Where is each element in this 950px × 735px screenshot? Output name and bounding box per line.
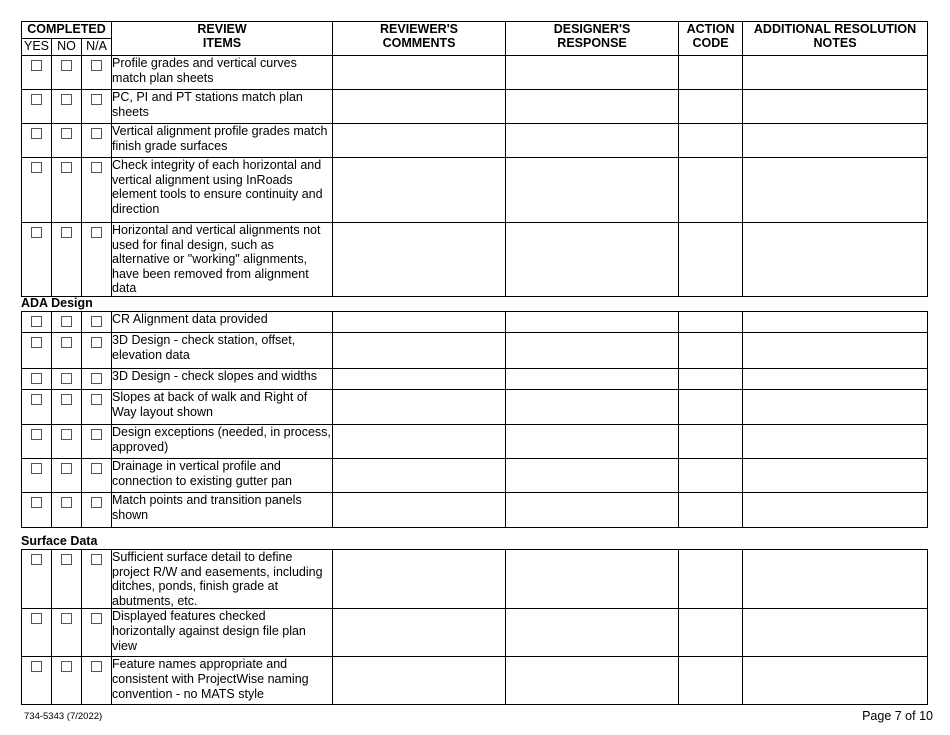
na-checkbox[interactable] bbox=[91, 316, 102, 327]
additional-notes-header: ADDITIONAL RESOLUTION NOTES bbox=[743, 22, 928, 56]
table-row bbox=[22, 333, 928, 369]
na-cell bbox=[82, 312, 112, 333]
yes-checkbox[interactable] bbox=[31, 227, 42, 238]
na-checkbox[interactable] bbox=[91, 429, 102, 440]
reviewers-comments-cell[interactable] bbox=[333, 90, 506, 124]
no-cell bbox=[52, 369, 82, 390]
additional-notes-cell[interactable] bbox=[743, 158, 928, 223]
no-cell bbox=[52, 390, 82, 425]
review-item-text: Slopes at back of walk and Right of Way layout shown bbox=[112, 390, 333, 425]
no-cell bbox=[52, 333, 82, 369]
additional-notes-cell[interactable] bbox=[743, 657, 928, 705]
action-code-cell[interactable] bbox=[679, 550, 743, 609]
additional-notes-cell[interactable] bbox=[743, 312, 928, 333]
na-checkbox[interactable] bbox=[91, 128, 102, 139]
yes-cell bbox=[22, 223, 52, 297]
table-row bbox=[22, 369, 928, 390]
form-number: 734-5343 (7/2022) bbox=[24, 711, 103, 722]
reviewers-comments-cell[interactable] bbox=[333, 312, 506, 333]
designers-response-cell[interactable] bbox=[506, 124, 679, 158]
no-checkbox[interactable] bbox=[61, 94, 72, 105]
na-cell bbox=[82, 158, 112, 223]
review-item-text: Horizontal and vertical alignments not used for final design, such as alternative or "working" alignments, have been removed from alignment data bbox=[112, 223, 333, 297]
designers-response-cell[interactable] bbox=[506, 550, 679, 609]
yes-checkbox[interactable] bbox=[31, 128, 42, 139]
designers-response-cell[interactable] bbox=[506, 333, 679, 369]
reviewers-comments-cell[interactable] bbox=[333, 493, 506, 528]
designers-response-cell[interactable] bbox=[506, 158, 679, 223]
no-cell bbox=[52, 657, 82, 705]
na-cell bbox=[82, 609, 112, 657]
table-row bbox=[22, 90, 928, 124]
na-checkbox[interactable] bbox=[91, 497, 102, 508]
na-cell bbox=[82, 657, 112, 705]
yes-cell bbox=[22, 493, 52, 528]
no-cell bbox=[52, 223, 82, 297]
additional-notes-cell[interactable] bbox=[743, 550, 928, 609]
yes-checkbox[interactable] bbox=[31, 316, 42, 327]
reviewers-comments-cell[interactable] bbox=[333, 369, 506, 390]
additional-notes-cell[interactable] bbox=[743, 223, 928, 297]
table-row bbox=[22, 223, 928, 297]
na-cell bbox=[82, 459, 112, 493]
na-checkbox[interactable] bbox=[91, 463, 102, 474]
yes-cell bbox=[22, 124, 52, 158]
yes-cell bbox=[22, 550, 52, 609]
yes-cell bbox=[22, 369, 52, 390]
yes-checkbox[interactable] bbox=[31, 94, 42, 105]
reviewers-comments-header: REVIEWER'S COMMENTS bbox=[333, 22, 506, 56]
reviewers-comments-cell[interactable] bbox=[333, 223, 506, 297]
na-checkbox[interactable] bbox=[91, 661, 102, 672]
yes-checkbox[interactable] bbox=[31, 373, 42, 384]
reviewers-comments-cell[interactable] bbox=[333, 459, 506, 493]
na-cell bbox=[82, 223, 112, 297]
review-item-text: Displayed features checked horizontally against design file plan view bbox=[112, 609, 333, 657]
no-checkbox[interactable] bbox=[61, 613, 72, 624]
yes-cell bbox=[22, 158, 52, 223]
reviewers-comments-cell[interactable] bbox=[333, 550, 506, 609]
review-items-header: REVIEW ITEMS bbox=[112, 22, 333, 56]
review-table-surface bbox=[21, 549, 928, 705]
review-item-text: Vertical alignment profile grades match finish grade surfaces bbox=[112, 124, 333, 158]
na-cell bbox=[82, 56, 112, 90]
section-title-ada-design: ADA Design bbox=[21, 296, 93, 310]
designers-response-cell[interactable] bbox=[506, 223, 679, 297]
na-cell bbox=[82, 493, 112, 528]
additional-notes-cell[interactable] bbox=[743, 90, 928, 124]
review-item-text: Match points and transition panels shown bbox=[112, 493, 333, 528]
table-row bbox=[22, 550, 928, 609]
additional-notes-cell[interactable] bbox=[743, 124, 928, 158]
table-row bbox=[22, 390, 928, 425]
table-row bbox=[22, 493, 928, 528]
designers-response-cell[interactable] bbox=[506, 369, 679, 390]
table-row bbox=[22, 124, 928, 158]
table-row bbox=[22, 312, 928, 333]
na-checkbox[interactable] bbox=[91, 554, 102, 565]
na-checkbox[interactable] bbox=[91, 337, 102, 348]
table-row bbox=[22, 459, 928, 493]
additional-notes-cell[interactable] bbox=[743, 493, 928, 528]
review-item-text: Check integrity of each horizontal and vertical alignment using InRoads element tools to ensure continuity and direction bbox=[112, 158, 333, 223]
yes-checkbox[interactable] bbox=[31, 429, 42, 440]
action-code-header: ACTION CODE bbox=[679, 22, 743, 56]
na-checkbox[interactable] bbox=[91, 373, 102, 384]
designers-response-cell[interactable] bbox=[506, 90, 679, 124]
review-item-text: 3D Design - check station, offset, elevation data bbox=[112, 333, 333, 369]
no-header: NO bbox=[52, 39, 82, 56]
no-cell bbox=[52, 609, 82, 657]
action-code-cell[interactable] bbox=[679, 158, 743, 223]
no-checkbox[interactable] bbox=[61, 373, 72, 384]
review-item-text: CR Alignment data provided bbox=[112, 312, 333, 333]
designers-response-header: DESIGNER'S RESPONSE bbox=[506, 22, 679, 56]
yes-checkbox[interactable] bbox=[31, 613, 42, 624]
additional-notes-cell[interactable] bbox=[743, 609, 928, 657]
yes-cell bbox=[22, 333, 52, 369]
no-checkbox[interactable] bbox=[61, 337, 72, 348]
reviewers-comments-cell[interactable] bbox=[333, 657, 506, 705]
review-item-text: Feature names appropriate and consistent with ProjectWise naming convention - no MATS style bbox=[112, 657, 333, 705]
no-cell bbox=[52, 90, 82, 124]
additional-notes-cell[interactable] bbox=[743, 369, 928, 390]
reviewers-comments-cell[interactable] bbox=[333, 56, 506, 90]
action-code-cell[interactable] bbox=[679, 493, 743, 528]
table-row bbox=[22, 657, 928, 705]
action-code-cell[interactable] bbox=[679, 459, 743, 493]
no-checkbox[interactable] bbox=[61, 497, 72, 508]
na-cell bbox=[82, 333, 112, 369]
no-checkbox[interactable] bbox=[61, 463, 72, 474]
action-code-cell[interactable] bbox=[679, 124, 743, 158]
na-cell bbox=[82, 369, 112, 390]
yes-checkbox[interactable] bbox=[31, 394, 42, 405]
na-checkbox[interactable] bbox=[91, 60, 102, 71]
yes-cell bbox=[22, 390, 52, 425]
review-table-ada bbox=[21, 311, 928, 528]
table-row bbox=[22, 56, 928, 90]
action-code-cell[interactable] bbox=[679, 56, 743, 90]
action-code-cell[interactable] bbox=[679, 390, 743, 425]
no-checkbox[interactable] bbox=[61, 60, 72, 71]
table-row bbox=[22, 609, 928, 657]
review-item-text: Sufficient surface detail to define project R/W and easements, including ditches, ponds, finish grade at abutments, etc. bbox=[112, 550, 333, 609]
designers-response-cell[interactable] bbox=[506, 56, 679, 90]
additional-notes-cell[interactable] bbox=[743, 56, 928, 90]
action-code-cell[interactable] bbox=[679, 657, 743, 705]
designers-response-cell[interactable] bbox=[506, 425, 679, 459]
reviewers-comments-cell[interactable] bbox=[333, 158, 506, 223]
page-number: Page 7 of 10 bbox=[862, 709, 933, 723]
no-checkbox[interactable] bbox=[61, 661, 72, 672]
no-checkbox[interactable] bbox=[61, 316, 72, 327]
yes-checkbox[interactable] bbox=[31, 554, 42, 565]
review-item-text: PC, PI and PT stations match plan sheets bbox=[112, 90, 333, 124]
no-cell bbox=[52, 124, 82, 158]
additional-notes-cell[interactable] bbox=[743, 333, 928, 369]
action-code-cell[interactable] bbox=[679, 425, 743, 459]
yes-cell bbox=[22, 609, 52, 657]
no-cell bbox=[52, 425, 82, 459]
additional-notes-cell[interactable] bbox=[743, 425, 928, 459]
section-title-surface-data: Surface Data bbox=[21, 534, 98, 548]
na-checkbox[interactable] bbox=[91, 394, 102, 405]
action-code-cell[interactable] bbox=[679, 312, 743, 333]
designers-response-cell[interactable] bbox=[506, 493, 679, 528]
no-checkbox[interactable] bbox=[61, 554, 72, 565]
no-cell bbox=[52, 158, 82, 223]
no-cell bbox=[52, 312, 82, 333]
reviewers-comments-cell[interactable] bbox=[333, 425, 506, 459]
reviewers-comments-cell[interactable] bbox=[333, 124, 506, 158]
designers-response-cell[interactable] bbox=[506, 609, 679, 657]
na-cell bbox=[82, 90, 112, 124]
no-checkbox[interactable] bbox=[61, 429, 72, 440]
yes-checkbox[interactable] bbox=[31, 162, 42, 173]
na-cell bbox=[82, 550, 112, 609]
yes-header: YES bbox=[22, 39, 52, 56]
action-code-cell[interactable] bbox=[679, 223, 743, 297]
no-cell bbox=[52, 56, 82, 90]
additional-notes-cell[interactable] bbox=[743, 390, 928, 425]
na-cell bbox=[82, 390, 112, 425]
yes-cell bbox=[22, 56, 52, 90]
no-cell bbox=[52, 550, 82, 609]
no-checkbox[interactable] bbox=[61, 394, 72, 405]
additional-notes-cell[interactable] bbox=[743, 459, 928, 493]
na-cell bbox=[82, 425, 112, 459]
completed-header: COMPLETED bbox=[22, 22, 112, 39]
action-code-cell[interactable] bbox=[679, 609, 743, 657]
na-checkbox[interactable] bbox=[91, 227, 102, 238]
yes-checkbox[interactable] bbox=[31, 463, 42, 474]
no-checkbox[interactable] bbox=[61, 227, 72, 238]
yes-cell bbox=[22, 425, 52, 459]
yes-cell bbox=[22, 459, 52, 493]
no-checkbox[interactable] bbox=[61, 162, 72, 173]
yes-checkbox[interactable] bbox=[31, 337, 42, 348]
table-row bbox=[22, 425, 928, 459]
action-code-cell[interactable] bbox=[679, 369, 743, 390]
table-row bbox=[22, 158, 928, 223]
yes-checkbox[interactable] bbox=[31, 60, 42, 71]
na-checkbox[interactable] bbox=[91, 613, 102, 624]
yes-cell bbox=[22, 90, 52, 124]
yes-checkbox[interactable] bbox=[31, 661, 42, 672]
na-cell bbox=[82, 124, 112, 158]
no-cell bbox=[52, 493, 82, 528]
reviewers-comments-cell[interactable] bbox=[333, 609, 506, 657]
review-item-text: 3D Design - check slopes and widths bbox=[112, 369, 333, 390]
designers-response-cell[interactable] bbox=[506, 657, 679, 705]
yes-cell bbox=[22, 312, 52, 333]
review-item-text: Profile grades and vertical curves match plan sheets bbox=[112, 56, 333, 90]
action-code-cell[interactable] bbox=[679, 333, 743, 369]
designers-response-cell[interactable] bbox=[506, 390, 679, 425]
reviewers-comments-cell[interactable] bbox=[333, 333, 506, 369]
action-code-cell[interactable] bbox=[679, 90, 743, 124]
na-checkbox[interactable] bbox=[91, 94, 102, 105]
yes-checkbox[interactable] bbox=[31, 497, 42, 508]
review-item-text: Design exceptions (needed, in process, approved) bbox=[112, 425, 333, 459]
no-checkbox[interactable] bbox=[61, 128, 72, 139]
reviewers-comments-cell[interactable] bbox=[333, 390, 506, 425]
na-header: N/A bbox=[82, 39, 112, 56]
designers-response-cell[interactable] bbox=[506, 459, 679, 493]
na-checkbox[interactable] bbox=[91, 162, 102, 173]
no-cell bbox=[52, 459, 82, 493]
designers-response-cell[interactable] bbox=[506, 312, 679, 333]
review-item-text: Drainage in vertical profile and connection to existing gutter pan bbox=[112, 459, 333, 493]
yes-cell bbox=[22, 657, 52, 705]
review-table-main bbox=[21, 21, 928, 297]
